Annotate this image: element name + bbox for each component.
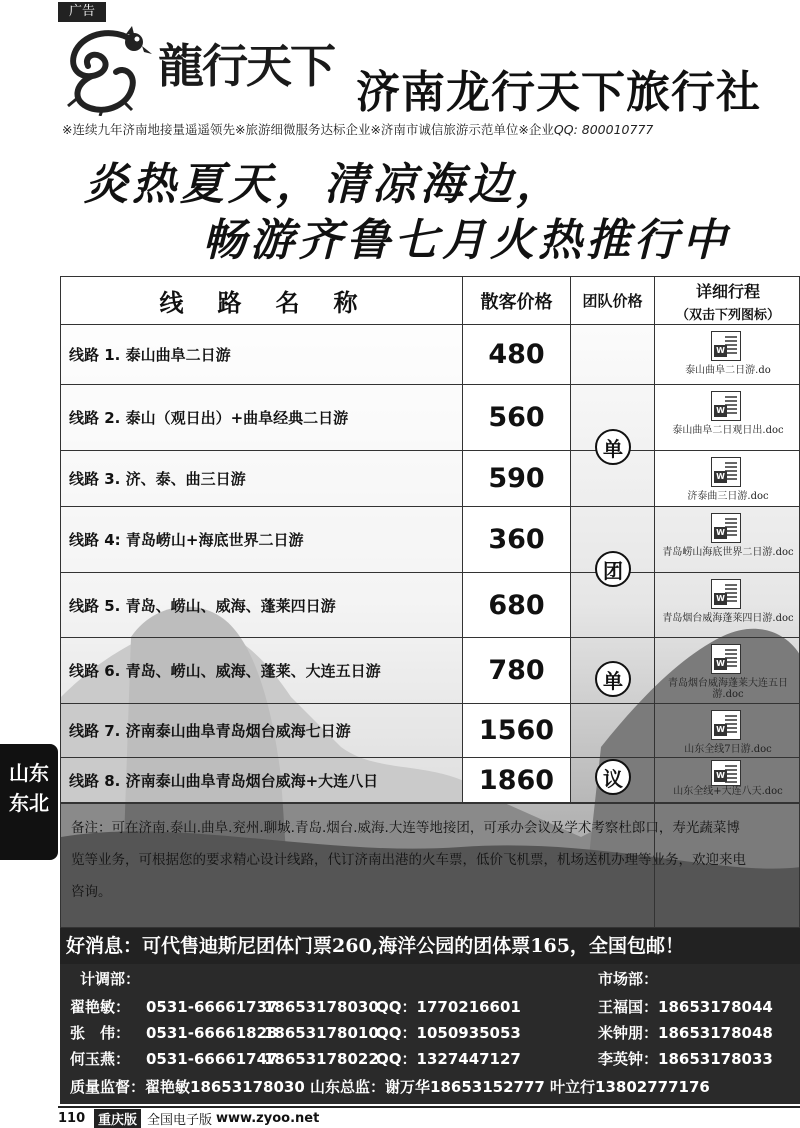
contact-name: 翟艳敏： (70, 998, 131, 1016)
group-price-char: 议 (595, 759, 631, 795)
header-itinerary-title: 详细行程 (695, 281, 760, 301)
side-tab-line-2: 东北 (9, 791, 49, 815)
contact-phone: 0531-66661828 (146, 1024, 278, 1042)
remarks-text: 备注：可在济南.泰山.曲阜.兖州.聊城.青岛.烟台.威海.大连等地接团，可承办会议及学术考察杜郎口，寿光蔬菜博览等业务，可根据您的要求精心设计线路，代订济南出港的火车票，低价飞机票，机场送机办理等业务，欢迎来电咨询。 (71, 820, 746, 900)
qq-number: 800010777 (581, 122, 654, 137)
contact-mobile: 18653178022 (264, 1050, 379, 1068)
doc-filename: 济泰曲三日游.doc (687, 491, 769, 502)
route-name: 线路 7. 济南泰山曲阜青岛烟台威海七日游 (61, 704, 463, 757)
route-table (60, 276, 800, 928)
agency-name: 济南龙行天下旅行社 (356, 67, 761, 118)
slogan-line-2: 畅游齐鲁七月火热推行中 (202, 215, 730, 266)
dragon-logo (62, 26, 154, 116)
route-row (61, 385, 655, 451)
page-footer (58, 1108, 800, 1128)
route-price: 1860 (463, 758, 571, 802)
contact-phone: 0531-66661737 (146, 998, 278, 1016)
word-doc-icon[interactable]: W (711, 391, 741, 421)
route-price: 590 (463, 451, 571, 506)
header-route-name: 线路名称 (61, 277, 463, 325)
word-doc-icon[interactable]: W (711, 710, 741, 740)
contact-mobile: 18653178048 (658, 1024, 773, 1042)
route-name: 线路 5. 青岛、崂山、威海、蓬莱四日游 (61, 573, 463, 637)
contact-qq: QQ：1327447127 (376, 1050, 521, 1068)
word-doc-icon[interactable]: W (711, 331, 741, 361)
doc-filename: 青岛崂山海底世界二日游.doc (662, 547, 794, 558)
word-doc-icon[interactable]: W (711, 644, 741, 674)
contact-name: 李英钟： (598, 1050, 659, 1068)
group-price-char: 团 (595, 551, 631, 587)
route-price: 360 (463, 507, 571, 572)
contact-mobile: 18653178033 (658, 1050, 773, 1068)
planning-contact-row (70, 1022, 521, 1043)
itinerary-doc-link[interactable] (655, 758, 800, 803)
route-row (61, 325, 655, 385)
contact-name: 张 伟： (70, 1024, 131, 1042)
itinerary-doc-link[interactable] (655, 638, 800, 704)
route-row (61, 758, 655, 803)
contact-phone: 0531-66661747 (146, 1050, 278, 1068)
contacts-panel (60, 964, 800, 1104)
doc-filename: 山东全线+大连八天.doc (673, 786, 783, 797)
itinerary-doc-link[interactable] (655, 704, 800, 758)
route-row (61, 704, 655, 758)
edition-badge: 重庆版 (94, 1109, 141, 1128)
word-doc-icon[interactable]: W (711, 760, 741, 786)
doc-filename: 山东全线7日游.doc (684, 744, 772, 755)
route-name: 线路 6. 青岛、崂山、威海、蓬莱、大连五日游 (61, 638, 463, 703)
qq-label: QQ: (553, 122, 578, 137)
group-price-char: 单 (595, 429, 631, 465)
route-price: 480 (463, 325, 571, 384)
contact-mobile: 18653178030 (264, 998, 379, 1016)
route-price: 1560 (463, 704, 571, 757)
route-row (61, 573, 655, 638)
marketing-contact-row (598, 1022, 773, 1043)
marketing-contact-row (598, 996, 773, 1017)
route-row (61, 451, 655, 507)
marketing-contact-row (598, 1048, 773, 1069)
route-price: 680 (463, 573, 571, 637)
route-row (61, 638, 655, 704)
header-group-price: 团队价格 (571, 277, 655, 325)
itinerary-doc-link[interactable] (655, 385, 800, 451)
itinerary-doc-link[interactable] (655, 507, 800, 573)
remarks-area (61, 803, 800, 928)
planning-dept-label: 计调部： (80, 970, 141, 988)
header-retail-price: 散客价格 (463, 277, 571, 325)
brand-script-logo: 龍行天下 (158, 39, 334, 93)
doc-filename: 青岛烟台威海蓬莱大连五日游.doc (668, 678, 788, 700)
credentials-line (62, 120, 800, 138)
word-doc-icon[interactable]: W (711, 579, 741, 609)
credentials-text: ※连续九年济南地接量遥遥领先※旅游细微服务达标企业※济南市诚信旅游示范单位※企业 (62, 122, 554, 137)
contact-mobile: 18653178044 (658, 998, 773, 1016)
planning-contact-row (70, 996, 521, 1017)
route-price: 560 (463, 385, 571, 450)
contact-mobile: 18653178010 (264, 1024, 379, 1042)
doc-filename: 泰山曲阜二日观日出.doc (672, 425, 784, 436)
group-price-char: 单 (595, 661, 631, 697)
route-price: 780 (463, 638, 571, 703)
word-doc-icon[interactable]: W (711, 457, 741, 487)
quality-supervision-line: 质量监督：翟艳敏18653178030 山东总监：谢万华18653152777 叶立行13802777176 (70, 1078, 710, 1096)
route-name: 线路 3. 济、泰、曲三日游 (61, 451, 463, 506)
word-doc-icon[interactable]: W (711, 513, 741, 543)
route-name: 线路 8. 济南泰山曲阜青岛烟台威海+大连八日 (61, 758, 463, 802)
contact-name: 何玉燕： (70, 1050, 131, 1068)
ad-label: 广告 (58, 2, 106, 22)
good-news-banner: 好消息：可代售迪斯尼团体门票260,海洋公园的团体票165，全国包邮！ (60, 928, 800, 964)
marketing-dept-label: 市场部： (598, 970, 659, 988)
contact-name: 王福国： (598, 998, 659, 1016)
contact-qq: QQ：1770216601 (376, 998, 521, 1016)
page-number: 110 (58, 1110, 86, 1126)
itinerary-doc-link[interactable] (655, 573, 800, 638)
route-name: 线路 2. 泰山（观日出）+曲阜经典二日游 (61, 385, 463, 450)
header-itinerary (655, 277, 800, 325)
side-tab-line-1: 山东 (9, 761, 49, 785)
route-name: 线路 1. 泰山曲阜二日游 (61, 325, 463, 384)
contact-qq: QQ：1050935053 (376, 1024, 521, 1042)
route-name: 线路 4: 青岛崂山+海底世界二日游 (61, 507, 463, 572)
planning-contact-row (70, 1048, 521, 1069)
doc-filename: 青岛烟台威海蓬莱四日游.doc (662, 613, 794, 624)
brand-header (58, 22, 800, 120)
itinerary-doc-link[interactable] (655, 325, 800, 385)
national-edition-label: 全国电子版 (147, 1112, 213, 1128)
region-side-tab (0, 744, 58, 860)
route-row (61, 507, 655, 573)
itinerary-doc-link[interactable] (655, 451, 800, 507)
header-itinerary-hint: （双击下列图标） (675, 307, 780, 323)
contact-name: 米钟朋： (598, 1024, 659, 1042)
doc-filename: 泰山曲阜二日游.do (685, 365, 771, 376)
slogan-line-1: 炎热夏天，清凉海边， (84, 159, 564, 210)
website-link[interactable]: www.zyoo.net (216, 1110, 320, 1126)
